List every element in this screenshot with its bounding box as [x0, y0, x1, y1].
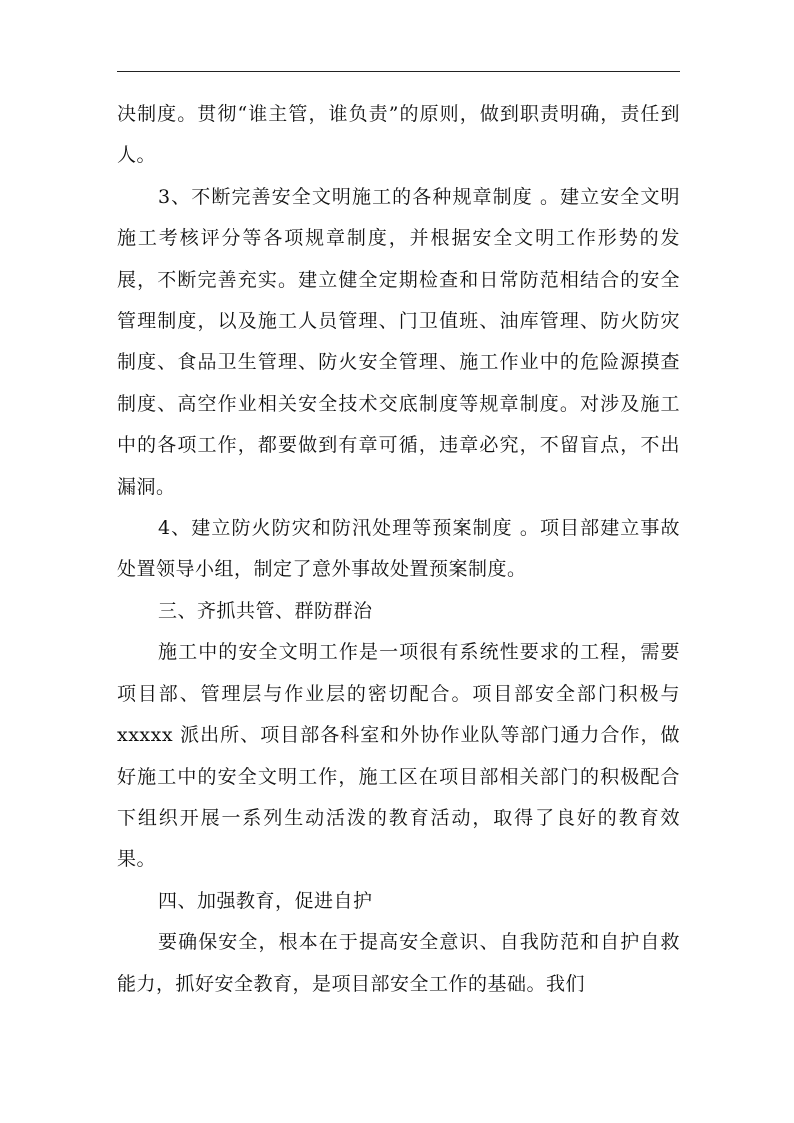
header-rule — [117, 71, 680, 72]
body-paragraph: 决制度。贯彻“谁主管，谁负责”的原则，做到职责明确，责任到人。 — [117, 103, 680, 167]
body-paragraph: 施工中的安全文明工作是一项很有系统性要求的工程，需要项目部、管理层与作业层的密切配合。项目部安全部门积极与 xxxxx 派出所、项目部各科室和外协作业队等部门通力合作，做好施工中的安全文明工作，施工区在项目部相关部门的积极配合下组织开展一系列生动活泼的教育活动，取得了良好的教育效果。 — [117, 641, 680, 871]
section-heading: 三、齐抓共管、群防群治 — [158, 599, 373, 622]
body-paragraph: 3、不断完善安全文明施工的各种规章制度 。建立安全文明施工考核评分等各项规章制度，并根据安全文明工作形势的发展，不断完善充实。建立健全定期检查和日常防范相结合的安全管理制度，以及施工人员管理、门卫值班、油库管理、防火防灾制度、食品卫生管理、防火安全管理、施工作业中的危险源摸查制度、高空作业相关安全技术交底制度等规章制度。对涉及施工中的各项工作，都要做到有章可循，违章必究，不留盲点，不出漏洞。 — [117, 185, 680, 498]
body-paragraph: 4、建立防火防灾和防汛处理等预案制度 。项目部建立事故处置领导小组，制定了意外事故处置预案制度。 — [117, 517, 680, 581]
section-heading: 四、加强教育，促进自护 — [158, 889, 373, 912]
document-body — [117, 94, 680, 1005]
body-paragraph: 要确保安全，根本在于提高安全意识、自我防范和自护自救能力，抓好安全教育，是项目部安全工作的基础。我们 — [117, 931, 680, 995]
